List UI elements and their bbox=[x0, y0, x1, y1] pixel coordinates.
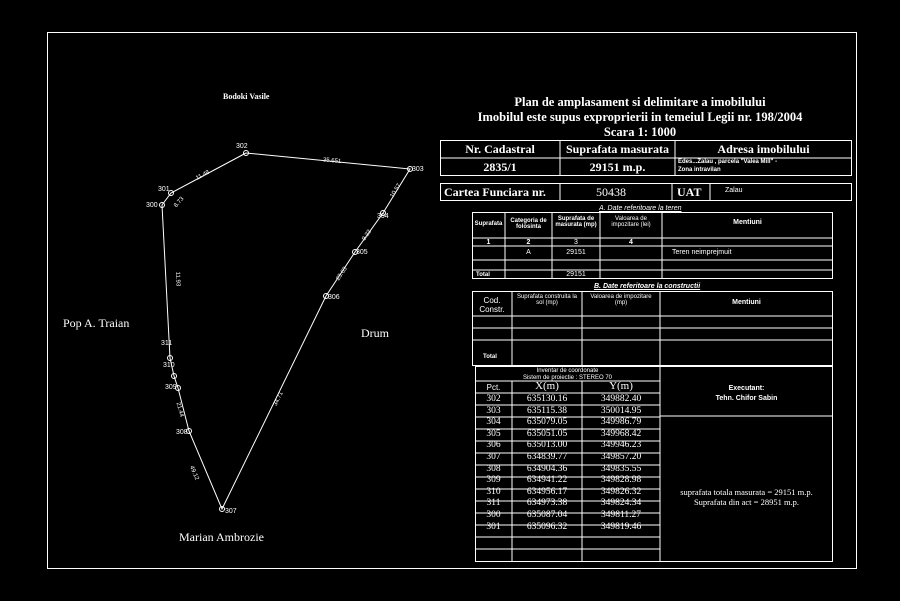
coord-y: 349819.46 bbox=[600, 521, 642, 532]
segment-length-9: 11.93 bbox=[174, 271, 181, 287]
coord-y: 349811.27 bbox=[600, 510, 642, 520]
adresa-value-2: Zona intravilan bbox=[678, 167, 721, 173]
point-label-306: 306 bbox=[328, 294, 340, 301]
coord-pct: 311 bbox=[486, 498, 501, 509]
adresa-label: Adresa imobilului bbox=[717, 142, 810, 156]
teren-header-3: Suprafata de masurata (mp) bbox=[555, 216, 597, 228]
coord-x: 634839.77 bbox=[526, 452, 568, 462]
uat-value: Zalau bbox=[725, 187, 743, 194]
coord-pct: 300 bbox=[486, 510, 501, 520]
teren-num-2: 2 bbox=[526, 239, 531, 246]
coord-y: 349968.42 bbox=[600, 428, 642, 439]
coord-x: 635013.00 bbox=[526, 440, 568, 451]
point-label-308: 308 bbox=[176, 429, 188, 436]
point-label-311: 311 bbox=[161, 340, 173, 347]
point-label-300: 300 bbox=[146, 202, 158, 209]
inventar-header-pct: Pct. bbox=[486, 383, 501, 392]
inventar-header-y: Y(m) bbox=[609, 380, 633, 392]
segment-length-6: 34.71 bbox=[272, 390, 285, 408]
neighbor-bottom: Marian Ambrozie bbox=[179, 530, 264, 544]
note-total-area: suprafata totala masurata = 29151 m.p. bbox=[680, 487, 813, 497]
suprafata-value: 29151 m.p. bbox=[589, 160, 646, 174]
coord-y: 349824.34 bbox=[600, 498, 642, 509]
coord-x: 635087.04 bbox=[526, 510, 568, 520]
carte-label: Cartea Funciara nr. bbox=[444, 185, 546, 199]
segment-length-2: 35.651 bbox=[322, 157, 342, 165]
coord-pct: 310 bbox=[486, 486, 501, 497]
uat-label: UAT bbox=[677, 185, 702, 199]
coord-pct: 308 bbox=[486, 463, 501, 474]
suprafata-label: Suprafata masurata bbox=[565, 142, 669, 156]
carte-value: 50438 bbox=[596, 185, 626, 199]
coord-y: 349946.23 bbox=[600, 440, 642, 451]
point-label-302: 302 bbox=[236, 143, 248, 150]
segment-length-8: 21.44 bbox=[174, 401, 185, 418]
constructii-total-label: Total bbox=[483, 354, 497, 360]
point-label-309: 309 bbox=[165, 384, 177, 391]
coord-x: 634956.17 bbox=[526, 486, 568, 497]
segment-length-10: 8.73 bbox=[173, 196, 186, 209]
coord-y: 349835.55 bbox=[600, 463, 642, 474]
constructii-header-3: Valoarea de impozitare (mp) bbox=[590, 294, 652, 306]
neighbor-left: Pop A. Traian bbox=[63, 316, 130, 330]
coord-pct: 306 bbox=[486, 440, 501, 451]
point-label-304: 304 bbox=[377, 213, 389, 220]
nr-cadastral-label: Nr. Cadastral bbox=[465, 142, 535, 156]
teren-num-1: 1 bbox=[486, 239, 491, 246]
inventar-projection: Sistem de proiectie : STEREO 70 bbox=[522, 375, 613, 381]
teren-header-1: Suprafata bbox=[474, 221, 503, 227]
coord-y: 349828.98 bbox=[600, 475, 642, 486]
coord-x: 634941.22 bbox=[526, 475, 568, 486]
adresa-value: Edes...Zalau , parcela "Valea Mill" - bbox=[678, 159, 778, 165]
executant-label: Executant: bbox=[728, 385, 765, 392]
title-line-1: Plan de amplasament si delimitare a imobilului bbox=[514, 95, 766, 109]
coord-pct: 309 bbox=[486, 475, 501, 486]
point-label-310: 310 bbox=[163, 362, 175, 369]
inventar-header-x: X(m) bbox=[535, 380, 559, 392]
constructii-header-1: Cod. Constr. bbox=[479, 296, 505, 314]
teren-suprafata: 29151 bbox=[566, 249, 586, 256]
coord-pct: 302 bbox=[486, 394, 501, 404]
neighbor-top: Bodoki Vasile bbox=[223, 92, 270, 101]
coord-x: 635079.05 bbox=[526, 417, 568, 428]
segment-length-4: 9.22 bbox=[361, 228, 373, 242]
segment-length-7: 49.12 bbox=[188, 465, 200, 482]
segment-length-3: 10.57 bbox=[389, 182, 403, 199]
constructii-header-4: Mentiuni bbox=[732, 299, 761, 306]
coord-y: 349882.40 bbox=[600, 394, 642, 404]
section-a-title: A. Date referitoare la teren bbox=[599, 205, 682, 212]
teren-num-3: 3 bbox=[574, 239, 578, 246]
coord-pct: 303 bbox=[486, 405, 501, 416]
segment-length-1: 11.48 bbox=[195, 169, 211, 182]
coord-x: 635130.16 bbox=[526, 394, 568, 404]
teren-header-4: Valoarea de impozitare (lei) bbox=[611, 216, 651, 228]
coord-x: 635096.32 bbox=[526, 521, 568, 532]
coord-y: 349826.32 bbox=[600, 486, 642, 497]
coord-x: 635115.38 bbox=[526, 405, 568, 416]
teren-header-2: Categoria de folosinta bbox=[510, 218, 547, 230]
teren-total-value: 29151 bbox=[566, 271, 586, 278]
coord-y: 349986.79 bbox=[600, 417, 642, 428]
coord-y: 350014.95 bbox=[600, 405, 642, 416]
coord-x: 634904.36 bbox=[526, 463, 568, 474]
teren-mentiuni: Teren neimprejmuit bbox=[672, 249, 732, 256]
executant-name: Tehn. Chifor Sabin bbox=[715, 395, 778, 402]
coord-pct: 304 bbox=[486, 417, 501, 428]
point-label-301: 301 bbox=[158, 186, 170, 193]
teren-header-5: Mentiuni bbox=[733, 219, 762, 226]
coord-x: 634973.38 bbox=[526, 498, 568, 509]
constructii-header-2: Suprafata construita la sol (mp) bbox=[516, 294, 578, 306]
segment-length-5: 23.63 bbox=[335, 266, 349, 282]
coord-pct: 307 bbox=[486, 452, 501, 462]
title-line-2: Imobilul este supus exproprierii in temeiul Legii nr. 198/2004 bbox=[477, 110, 803, 124]
point-label-303: 303 bbox=[412, 166, 424, 173]
teren-total-label: Total bbox=[476, 272, 490, 278]
title-scale: Scara 1: 1000 bbox=[603, 125, 677, 139]
coord-x: 635051.05 bbox=[526, 428, 568, 439]
neighbor-right: Drum bbox=[361, 326, 389, 340]
coord-pct: 305 bbox=[486, 428, 501, 439]
teren-cat: A bbox=[526, 249, 531, 256]
section-b-title: B. Date referitoare la constructii bbox=[594, 283, 701, 290]
point-label-307: 307 bbox=[225, 508, 237, 515]
teren-num-4: 4 bbox=[629, 239, 633, 246]
point-label-305: 305 bbox=[356, 249, 368, 256]
coord-pct: 301 bbox=[486, 521, 501, 532]
note-act-area: Suprafata din act = 28951 m.p. bbox=[693, 497, 800, 507]
coord-y: 349857.20 bbox=[600, 452, 642, 462]
nr-cadastral-value: 2835/1 bbox=[483, 160, 517, 174]
inventar-title: Inventar de coordonate bbox=[536, 368, 599, 374]
